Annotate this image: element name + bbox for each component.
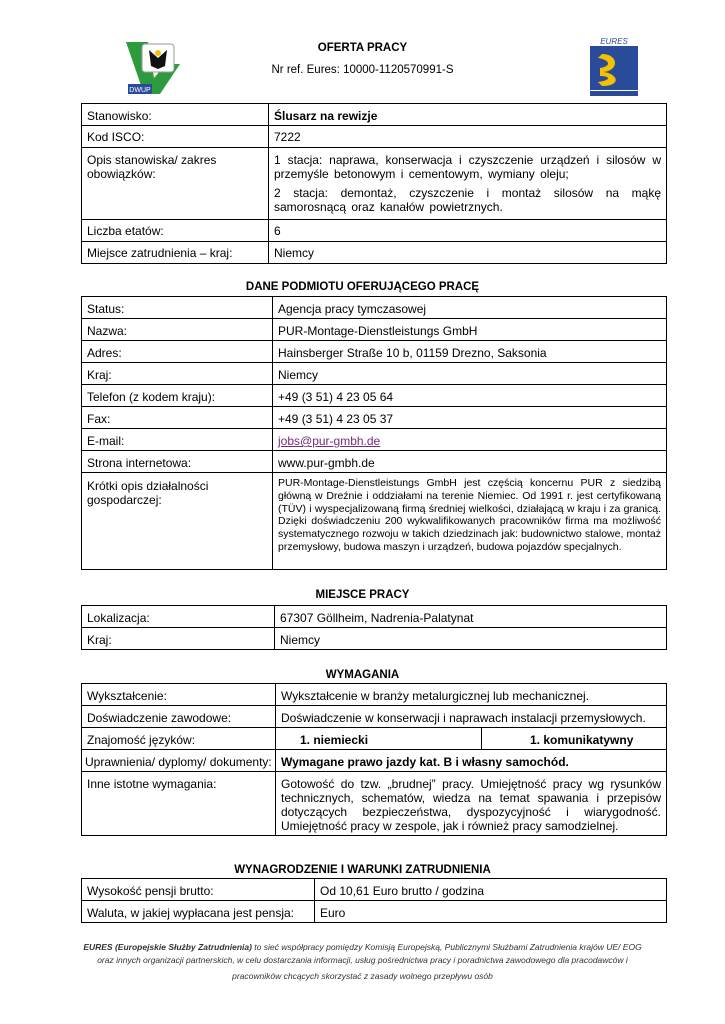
- label-location: Lokalizacja:: [82, 606, 275, 628]
- value-country: Niemcy: [269, 242, 667, 264]
- value-business-description: PUR-Montage-Dienstleistungs GmbH jest częścią koncernu PUR z siedzibą główną w Dreźnie i oddziałami na terenie Niemiec. Od 1991 r. jest certyfikowaną (TÜV) i wyspecjalizowaną firmą średniej wielkości, działającą w kraju i za granicą. Dzięki doświadczeniu 200 wykwalifikowanych pracowników firma ma możliwość systematycznego rozwoju w takich dziedzinach jak: budownictwo stalowe, montaż przemysłowy, budowa maszyn i urządzeń, budowa pojazdów specjalnych.: [273, 473, 667, 570]
- reference-number: Nr ref. Eures: 10000-1120570991-S: [271, 64, 454, 76]
- label-description: Opis stanowiska/ zakres obowiązków:: [82, 148, 269, 220]
- description-station-1: 1 stacja: naprawa, konserwacja i czyszczenie urządzeń i silosów w przemyśle betonowym i cementowym, wymiany oleju;: [274, 153, 661, 181]
- label-website: Strona internetowa:: [82, 451, 273, 473]
- requirements-table: [81, 683, 667, 836]
- eures-logo: [588, 36, 640, 98]
- label-education: Wykształcenie:: [82, 684, 276, 706]
- label-workplace-country: Kraj:: [82, 628, 275, 650]
- table-row: [82, 451, 667, 473]
- workplace-heading: MIEJSCE PRACY: [315, 589, 410, 601]
- label-status: Status:: [82, 297, 273, 319]
- value-education: Wykształcenie w branży metalurgicznej lub mechanicznej.: [276, 684, 667, 706]
- table-row: [82, 473, 667, 570]
- employer-table: [81, 296, 667, 570]
- svg-text:DWUP: DWUP: [129, 87, 151, 94]
- value-phone: +49 (3 51) 4 23 05 64: [273, 385, 667, 407]
- value-location: 67307 Göllheim, Nadrenia-Palatynat: [275, 606, 667, 628]
- value-positions-count: 6: [269, 220, 667, 242]
- value-language: 1. niemiecki: [276, 728, 482, 750]
- value-position: Ślusarz na rewizje: [269, 104, 667, 126]
- label-address: Adres:: [82, 341, 273, 363]
- salary-heading: WYNAGRODZENIE I WARUNKI ZATRUDNIENIA: [234, 864, 491, 876]
- label-languages: Znajomość języków:: [82, 728, 276, 750]
- table-row: [82, 341, 667, 363]
- value-workplace-country: Niemcy: [275, 628, 667, 650]
- table-row: [82, 220, 667, 242]
- footer-line-1-rest: to sieć współpracy pomiędzy Komisją Europejską, Publicznymi Służbami Zatrudnienia krajów UE/ EOG: [251, 942, 642, 952]
- table-row: [82, 684, 667, 706]
- value-employer-country: Niemcy: [273, 363, 667, 385]
- footer-note: [60, 941, 665, 983]
- page-title: OFERTA PRACY: [317, 42, 408, 54]
- label-position: Stanowisko:: [82, 104, 269, 126]
- table-row: [82, 706, 667, 728]
- value-description: [269, 148, 667, 220]
- table-row: [82, 879, 667, 901]
- value-experience: Doświadczenie w konserwacji i naprawach instalacji przemysłowych.: [276, 706, 667, 728]
- value-licences: Wymagane prawo jazdy kat. B i własny samochód.: [276, 750, 667, 772]
- footer-line-1: [60, 941, 665, 954]
- value-website: www.pur-gmbh.de: [273, 451, 667, 473]
- label-other: Inne istotne wymagania:: [82, 772, 276, 836]
- table-row: [82, 606, 667, 628]
- table-row: [82, 772, 667, 836]
- label-name: Nazwa:: [82, 319, 273, 341]
- value-fax: +49 (3 51) 4 23 05 37: [273, 407, 667, 429]
- value-email-cell: [273, 429, 667, 451]
- svg-text:EURES: EURES: [600, 37, 628, 46]
- label-country: Miejsce zatrudnienia – kraj:: [82, 242, 269, 264]
- table-row: [82, 385, 667, 407]
- table-row: [82, 297, 667, 319]
- table-row: [82, 728, 667, 750]
- footer-eures-name: EURES (Europejskie Służby Zatrudnienia): [83, 942, 252, 952]
- requirements-heading: WYMAGANIA: [325, 669, 400, 681]
- label-salary: Wysokość pensji brutto:: [82, 879, 315, 901]
- table-row: [82, 750, 667, 772]
- label-isco: Kod ISCO:: [82, 126, 269, 148]
- value-name: PUR-Montage-Dienstleistungs GmbH: [273, 319, 667, 341]
- value-salary: Od 10,61 Euro brutto / godzina: [315, 879, 667, 901]
- value-isco: 7222: [269, 126, 667, 148]
- value-currency: Euro: [315, 901, 667, 923]
- label-currency: Waluta, w jakiej wypłacana jest pensja:: [82, 901, 315, 923]
- table-row: [82, 126, 667, 148]
- workplace-table: [81, 605, 667, 650]
- footer-line-2: oraz innych organizacji partnerskich, w celu dostarczania informacji, usług pośrednictwa pracy i poradnictwa zawodowego dla pracodawców i: [97, 955, 628, 965]
- table-row: [82, 148, 667, 220]
- value-other: Gotowość do tzw. „brudnej” pracy. Umiejętność pracy wg rysunków technicznych, schematów, wiedza na temat spawania i przepisów dotyczących bezpieczeństwa, dyspozycyjność i wiarygodność. Umiejętność pracy w zespole, jak i również pracy samodzielnej.: [276, 772, 667, 836]
- label-experience: Doświadczenie zawodowe:: [82, 706, 276, 728]
- label-positions-count: Liczba etatów:: [82, 220, 269, 242]
- value-language-level: 1. komunikatywny: [482, 728, 667, 750]
- label-business-description: Krótki opis działalności gospodarczej:: [82, 473, 273, 570]
- footer-line-3: pracowników chcących skorzystać z zasady wolnego przepływu osób: [232, 971, 493, 981]
- label-fax: Fax:: [82, 407, 273, 429]
- value-address: Hainsberger Straße 10 b, 01159 Drezno, Saksonia: [273, 341, 667, 363]
- label-phone: Telefon (z kodem kraju):: [82, 385, 273, 407]
- table-row: [82, 242, 667, 264]
- job-table: [81, 103, 667, 264]
- table-row: [82, 319, 667, 341]
- table-row: [82, 363, 667, 385]
- table-row: [82, 104, 667, 126]
- description-station-2: 2 stacja: demontaż, czyszczenie i montaż silosów na mąkę samorosnącą oraz kanałów powietrznych.: [274, 186, 661, 214]
- table-row: [82, 429, 667, 451]
- label-email: E-mail:: [82, 429, 273, 451]
- table-row: [82, 407, 667, 429]
- salary-table: [81, 878, 667, 923]
- label-licences: Uprawnienia/ dyplomy/ dokumenty:: [82, 750, 276, 772]
- label-employer-country: Kraj:: [82, 363, 273, 385]
- table-row: [82, 628, 667, 650]
- table-row: [82, 901, 667, 923]
- value-status: Agencja pracy tymczasowej: [273, 297, 667, 319]
- employer-heading: DANE PODMIOTU OFERUJĄCEGO PRACĘ: [245, 281, 480, 293]
- email-link[interactable]: jobs@pur-gmbh.de: [278, 434, 381, 448]
